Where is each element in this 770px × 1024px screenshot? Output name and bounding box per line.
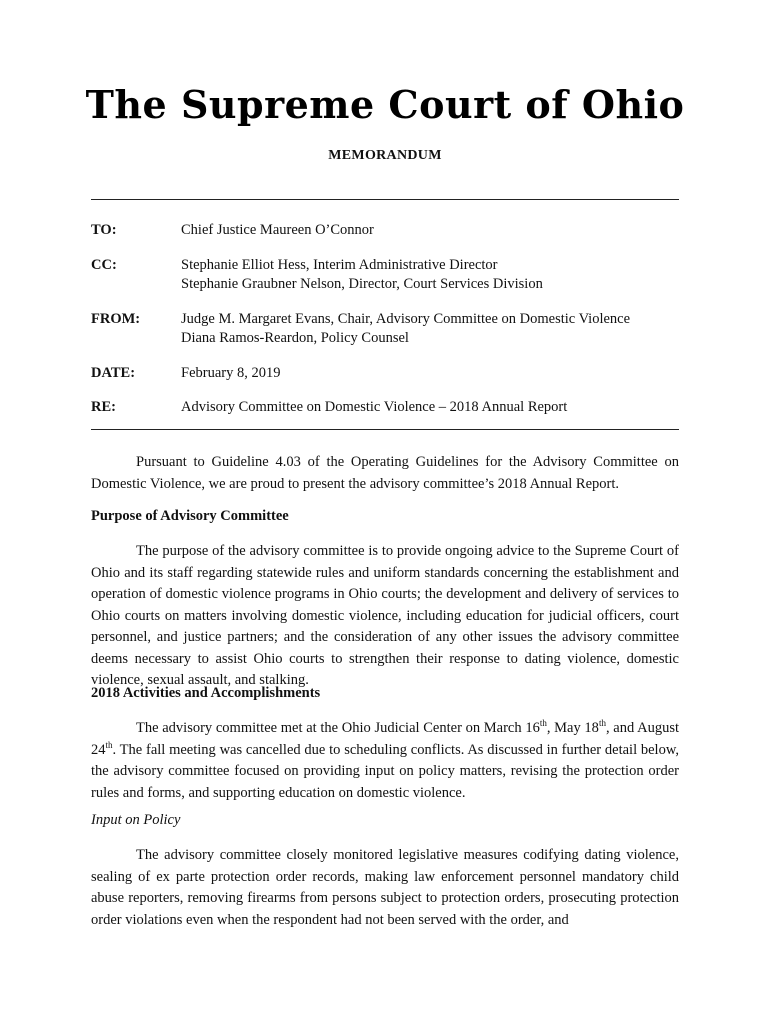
policy-paragraph: The advisory committee closely monitored legislative measures codifying dating violence, sealing of ex parte protection order records, making law enforcement personnel mandatory child abuse reporters, removing firearms from persons subject to protection orders, prosecuting protection order violations even when the respondent had not been served with the order, and — [91, 847, 679, 928]
policy-subheading: Input on Policy — [91, 812, 181, 828]
re-value: Advisory Committee on Domestic Violence – 2018 Annual Report — [181, 399, 568, 415]
intro-paragraph: Pursuant to Guideline 4.03 of the Operating Guidelines for the Advisory Committee on Domestic Violence, we are proud to present the advisory committee’s 2018 Annual Report. — [91, 454, 679, 492]
memorandum-heading: MEMORANDUM — [328, 148, 442, 163]
court-name-title: The Supreme Court of Ohio — [85, 82, 685, 127]
activities-paragraph: The advisory committee met at the Ohio Judicial Center on March 16th, May 18th, and August 24th. The fall meeting was cancelled due to scheduling conflicts. As discussed in further detail below, the advisory committee focused on providing input on policy matters, revising the protection order rules and forms, and supporting education on domestic violence. — [91, 718, 679, 801]
from-label: FROM: — [91, 311, 141, 327]
to-value: Chief Justice Maureen O’Connor — [181, 222, 374, 238]
from-line: Diana Ramos-Reardon, Policy Counsel — [181, 330, 409, 346]
purpose-paragraph: The purpose of the advisory committee is to provide ongoing advice to the Supreme Court of Ohio and its staff regarding statewide rules and uniform standards concerning the establishment and operation of domestic violence programs in Ohio courts; the development and delivery of services to Ohio courts on matters involving domestic violence, including education for judicial officers, court personnel, and justice partners; and the consideration of any other issues the advisory committee deems necessary to assist Ohio courts to strengthen their response to dating violence, domestic violence, sexual assault, and stalking. — [91, 543, 679, 688]
purpose-heading: Purpose of Advisory Committee — [91, 508, 289, 524]
date-label: DATE: — [91, 365, 136, 381]
activities-heading: 2018 Activities and Accomplishments — [91, 685, 321, 701]
to-label: TO: — [91, 222, 117, 238]
bottom-divider — [91, 429, 679, 430]
re-label: RE: — [91, 399, 116, 415]
cc-label: CC: — [91, 257, 117, 273]
top-divider — [91, 199, 679, 200]
cc-line: Stephanie Elliot Hess, Interim Administrative Director — [181, 257, 498, 273]
cc-values — [181, 256, 701, 294]
date-value: February 8, 2019 — [181, 365, 281, 381]
from-values — [181, 310, 701, 348]
from-line: Judge M. Margaret Evans, Chair, Advisory Committee on Domestic Violence — [181, 311, 631, 327]
cc-line: Stephanie Graubner Nelson, Director, Court Services Division — [181, 276, 543, 292]
